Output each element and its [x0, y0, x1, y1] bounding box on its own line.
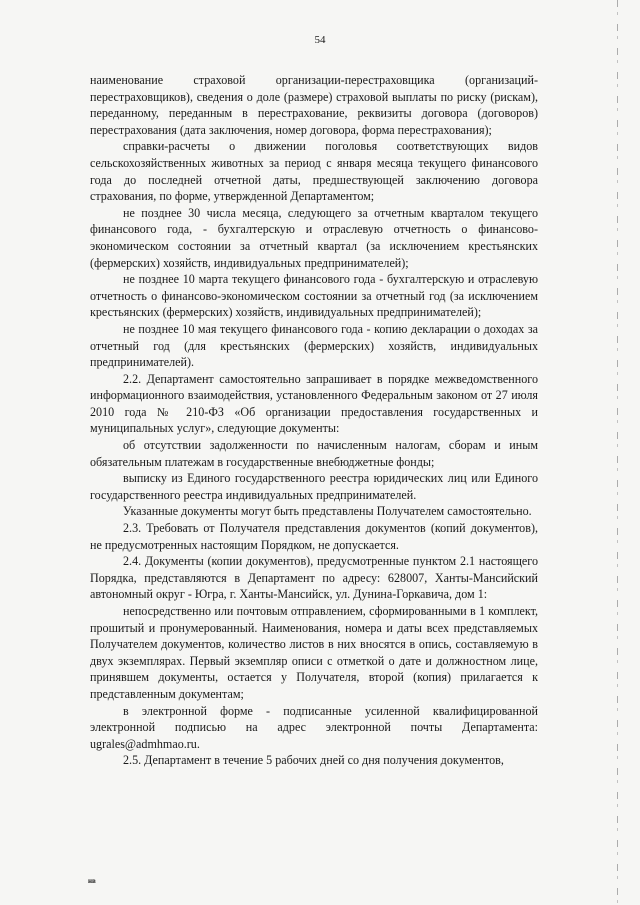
paragraph-11: 2.4. Документы (копии документов), предусмотренные пунктом 2.1 настоящего Порядка, представляются в Департамент по адресу: 628007, Ханты-Мансийский автономный округ - Югра, г. Ханты-Мансийск, ул. Дунина-Горкавича, дом 1: — [90, 554, 538, 602]
paragraph-14: 2.5. Департамент в течение 5 рабочих дней со дня получения документов, — [123, 753, 504, 768]
paragraph-6: 2.2. Департамент самостоятельно запрашивает в порядке межведомственного информационного взаимодействия, установленного Федеральным законом от 27 июля 2010 года № 210-ФЗ «Об организации предоставления государственных и муниципальных услуг», следующие документы: — [90, 371, 538, 436]
paragraph-1: наименование страховой организации-перестраховщика (организаций-перестраховщиков), сведения о доле (размере) страховой выплаты по риску (рискам), переданному, переданным в перестрахование, реквизиты договора (договоров) перестрахования (дата заключения, номер договора, форма перестрахования); — [90, 73, 538, 137]
paragraph-10: 2.3. Требовать от Получателя представления документов (копий документов), не предусмотренных настоящим Порядком, не допускается. — [90, 521, 538, 552]
footer-mark: нв — [88, 877, 96, 885]
paragraph-4: не позднее 10 марта текущего финансового года - бухгалтерскую и отраслевую отчетность о финансово-экономическом состоянии за отчетный год (за исключением крестьянских (фермерских) хозяйств, индивидуальных предпринимателей); — [90, 272, 538, 320]
paragraph-8: выписку из Единого государственного реестра юридических лиц или Единого государственного реестра индивидуальных предпринимателей. — [90, 471, 538, 502]
paragraph-5: не позднее 10 мая текущего финансового года - копию декларации о доходах за отчетный год (для крестьянских (фермерских) хозяйств, индивидуальных предпринимателей). — [90, 321, 538, 370]
paragraph-3: не позднее 30 числа месяца, следующего за отчетным кварталом текущего финансового года, - бухгалтерскую и отраслевую отчетность о финансово-экономическом состоянии за отчетный квартал (за исключением крестьянских (фермерских) хозяйств, индивидуальных предпринимателей); — [90, 205, 538, 270]
page-number: 54 — [314, 34, 326, 46]
document-body — [90, 72, 538, 769]
paragraph-7: об отсутствии задолженности по начисленным налогам, сборам и иным обязательным платежам в государственные внебюджетные фонды; — [90, 438, 538, 469]
paragraph-2: справки-расчеты о движении поголовья соответствующих видов сельскохозяйственных животных за период с января месяца текущего финансового года до последней отчетной даты, предшествующей заключению договора страхования, по форме, утвержденной Департаментом; — [90, 139, 538, 204]
scan-edge-divider — [617, 0, 618, 905]
paragraph-12: непосредственно или почтовым отправлением, сформированными в 1 комплект, прошитый и пронумерованный. Наименования, номера и даты всех представляемых Получателем документов, количество листов в них вносятся в опись, составляемую в двух экземплярах. Первый экземпляр описи с отметкой о дате и должностном лице, принявшем документы, остается у Получателя, второй (копия) прилагается к представленным документам; — [90, 604, 538, 701]
paragraph-9: Указанные документы могут быть представлены Получателем самостоятельно. — [123, 504, 532, 519]
paragraph-13: в электронной форме - подписанные усиленной квалифицированной электронной подписью на адрес электронной почты Департамента: ugrales@admhmao.ru. — [90, 703, 538, 751]
